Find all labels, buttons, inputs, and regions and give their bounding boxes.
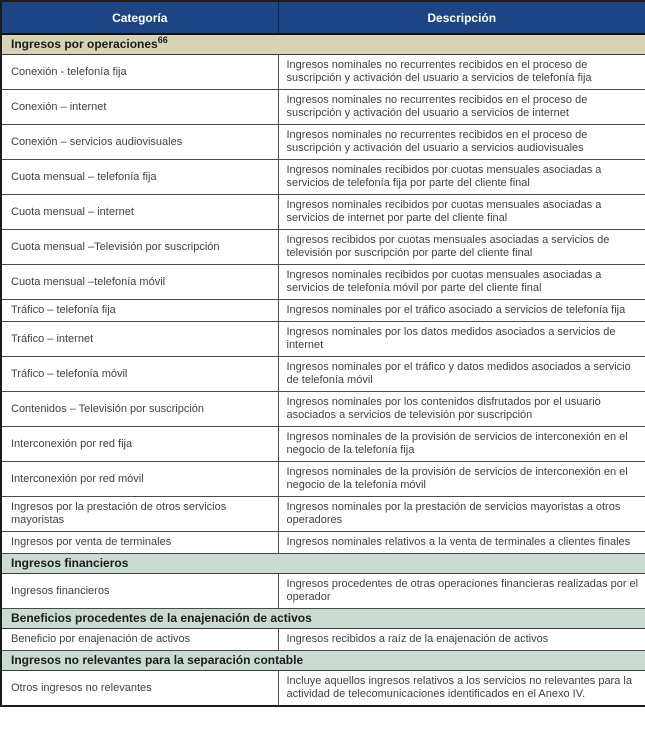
section-header-row [1, 34, 645, 55]
section-title: Ingresos por operaciones [11, 37, 158, 51]
section-title-cell [1, 651, 645, 671]
categoria-cell: Ingresos por la prestación de otros servicios mayoristas [1, 497, 278, 532]
table-row [1, 532, 645, 554]
categoria-cell: Cuota mensual – telefonía fija [1, 160, 278, 195]
categoria-cell: Cuota mensual – internet [1, 195, 278, 230]
table-row [1, 300, 645, 322]
descripcion-cell: Ingresos nominales recibidos por cuotas mensuales asociadas a servicios de internet por parte del cliente final [278, 195, 645, 230]
column-header-descripcion: Descripción [278, 1, 645, 34]
section-header-row [1, 609, 645, 629]
categoria-cell: Otros ingresos no relevantes [1, 671, 278, 707]
section-header-row [1, 554, 645, 574]
table-row [1, 497, 645, 532]
table-row [1, 230, 645, 265]
descripcion-cell: Ingresos nominales no recurrentes recibidos en el proceso de suscripción y activación del usuario a servicios de telefonía fija [278, 55, 645, 90]
table-body [1, 34, 645, 706]
categoria-cell: Ingresos financieros [1, 574, 278, 609]
categoria-cell: Cuota mensual –telefonía móvil [1, 265, 278, 300]
categoria-cell: Tráfico – telefonía fija [1, 300, 278, 322]
descripcion-cell: Ingresos nominales por la prestación de servicios mayoristas a otros operadores [278, 497, 645, 532]
section-title-cell [1, 609, 645, 629]
table-header-row [1, 1, 645, 34]
categoria-cell: Conexión – servicios audiovisuales [1, 125, 278, 160]
descripcion-cell: Ingresos nominales por el tráfico y datos medidos asociados a servicio de telefonía móvil [278, 357, 645, 392]
descripcion-cell: Ingresos nominales por los contenidos disfrutados por el usuario asociados a servicios de televisión por suscripción [278, 392, 645, 427]
categoria-cell: Conexión - telefonía fija [1, 55, 278, 90]
section-title-superscript: 66 [157, 35, 168, 45]
section-title-cell [1, 34, 645, 55]
descripcion-cell: Ingresos nominales de la provisión de servicios de interconexión en el negocio de la telefonía móvil [278, 462, 645, 497]
descripcion-cell: Ingresos nominales recibidos por cuotas mensuales asociadas a servicios de telefonía fija por parte del cliente final [278, 160, 645, 195]
descripcion-cell: Ingresos nominales no recurrentes recibidos en el proceso de suscripción y activación del usuario a servicios audiovisuales [278, 125, 645, 160]
table-row [1, 160, 645, 195]
descripcion-cell: Ingresos nominales de la provisión de servicios de interconexión en el negocio de la telefonía fija [278, 427, 645, 462]
table-row [1, 55, 645, 90]
table-row [1, 629, 645, 651]
table-row [1, 574, 645, 609]
descripcion-cell: Incluye aquellos ingresos relativos a los servicios no relevantes para la actividad de telecomunicaciones identificados en el Anexo IV. [278, 671, 645, 707]
section-title-cell [1, 554, 645, 574]
categoria-cell: Interconexión por red fija [1, 427, 278, 462]
table-row [1, 671, 645, 707]
table-row [1, 357, 645, 392]
table-row [1, 90, 645, 125]
descripcion-cell: Ingresos nominales recibidos por cuotas mensuales asociadas a servicios de telefonía móvil por parte del cliente final [278, 265, 645, 300]
categoria-cell: Beneficio por enajenación de activos [1, 629, 278, 651]
categoria-cell: Conexión – internet [1, 90, 278, 125]
categoria-cell: Cuota mensual –Televisión por suscripción [1, 230, 278, 265]
categoria-cell: Tráfico – telefonía móvil [1, 357, 278, 392]
section-title: Ingresos no relevantes para la separación contable [11, 653, 304, 667]
table-row [1, 427, 645, 462]
descripcion-cell: Ingresos nominales por el tráfico asociado a servicios de telefonía fija [278, 300, 645, 322]
table-row [1, 322, 645, 357]
descripcion-cell: Ingresos recibidos por cuotas mensuales asociadas a servicios de televisión por suscripción por parte del cliente final [278, 230, 645, 265]
section-header-row [1, 651, 645, 671]
categoria-cell: Interconexión por red móvil [1, 462, 278, 497]
descripcion-cell: Ingresos nominales no recurrentes recibidos en el proceso de suscripción y activación del usuario a servicios de internet [278, 90, 645, 125]
descripcion-cell: Ingresos nominales relativos a la venta de terminales a clientes finales [278, 532, 645, 554]
descripcion-cell: Ingresos recibidos a raíz de la enajenación de activos [278, 629, 645, 651]
categoria-cell: Ingresos por venta de terminales [1, 532, 278, 554]
descripcion-cell: Ingresos nominales por los datos medidos asociados a servicios de internet [278, 322, 645, 357]
categoria-cell: Contenidos – Televisión por suscripción [1, 392, 278, 427]
table-row [1, 265, 645, 300]
descripcion-cell: Ingresos procedentes de otras operaciones financieras realizadas por el operador [278, 574, 645, 609]
table-row [1, 392, 645, 427]
section-title: Ingresos financieros [11, 556, 129, 570]
column-header-categoria: Categoría [1, 1, 278, 34]
table-row [1, 195, 645, 230]
table-row [1, 125, 645, 160]
categoria-cell: Tráfico – internet [1, 322, 278, 357]
table-row [1, 462, 645, 497]
section-title: Beneficios procedentes de la enajenación de activos [11, 611, 312, 625]
